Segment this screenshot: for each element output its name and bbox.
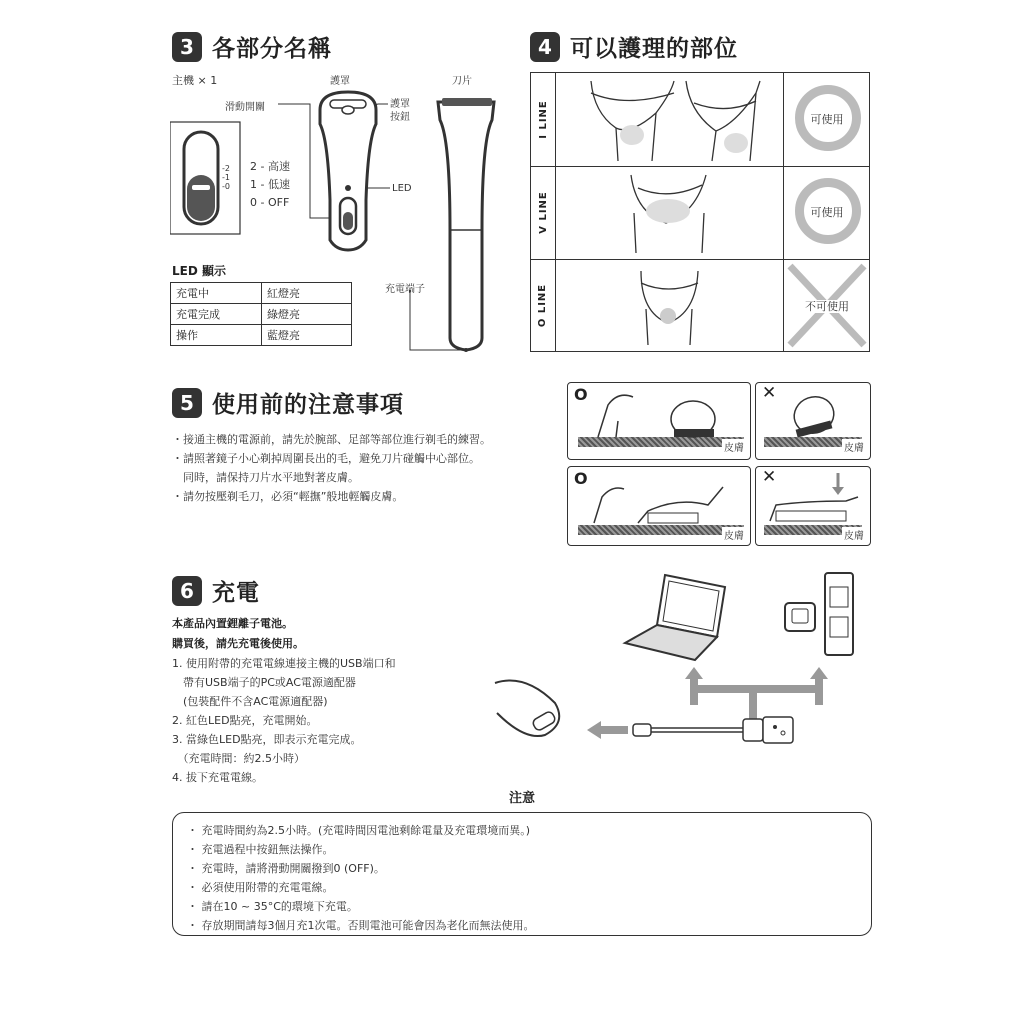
wall-outlet-icon (825, 573, 853, 655)
label-cover-button: 護罩 按鈕 (390, 99, 410, 123)
lead-line: 本產品內置鋰離子電池。 (172, 617, 293, 630)
row-label: V LINE (537, 191, 549, 234)
shaver-usb-port-icon (495, 681, 559, 737)
skin-label: 皮膚 (722, 439, 746, 454)
caution-item: ・ 請在10 ~ 35°C的環境下充電。 (187, 900, 358, 913)
section-title: 使用前的注意事項 (212, 392, 404, 418)
label-cover: 護罩 (330, 76, 350, 87)
table-cell: 操作 (171, 325, 262, 346)
ok-mark-icon: O (574, 469, 588, 488)
step-item: 1. 使用附帶的充電電線連接主機的USB端口和 (172, 657, 396, 670)
led-table (170, 282, 352, 346)
list-item: ・請照著鏡子小心剃掉周圍長出的毛，避免刀片碰觸中心部位。 (172, 452, 480, 465)
speed-item: 0 - OFF (250, 196, 290, 209)
ac-adapter-icon (785, 603, 815, 631)
lead-line: 購買後，請先充電後使用。 (172, 637, 304, 650)
shaver-pressing-illustration (766, 471, 866, 525)
section-title: 各部分名稱 (212, 36, 332, 62)
caution-title: 注意 (508, 791, 535, 806)
section-number: 4 (530, 32, 560, 62)
step-item: 4. 拔下充電電線。 (172, 771, 263, 784)
section-3-header (172, 30, 332, 63)
care-area-grid (530, 72, 870, 352)
shaver-on-skin-illustration (588, 391, 728, 439)
ok-mark-icon: O (574, 385, 588, 404)
section-4-header (530, 30, 738, 63)
status-text: 可使用 (810, 206, 844, 219)
row-label: O LINE (537, 283, 549, 327)
caution-item: ・ 充電過程中按鈕無法操作。 (187, 843, 334, 856)
row-label: I LINE (537, 100, 549, 139)
ng-mark-icon: ✕ (762, 467, 777, 487)
speed-item: 2 - 高速 (250, 160, 290, 173)
step-item: (包裝配件不含AC電源適配器) (172, 695, 328, 708)
shaver-tilted-illustration (784, 389, 844, 439)
step-item: （充電時間：約2.5小時） (172, 752, 305, 765)
shaver-flat-illustration (588, 477, 738, 527)
skin-label: 皮膚 (842, 439, 866, 454)
usage-panel-ok-2 (567, 466, 751, 546)
charge-steps (172, 654, 472, 787)
switch-marks: -2 -1 -0 (222, 164, 230, 191)
caution-box (172, 812, 872, 936)
section-number: 6 (172, 576, 202, 606)
list-item: ・請勿按壓剃毛刀，必須“輕撫”般地輕觸皮膚。 (172, 490, 404, 503)
caution-item: ・ 充電時，請將滑動開關撥到0 (OFF)。 (187, 862, 385, 875)
table-cell: 綠燈亮 (262, 304, 352, 325)
label-led: LED (392, 183, 412, 194)
list-item: ・接通主機的電源前，請先於腕部、足部等部位進行剃毛的練習。 (172, 433, 491, 446)
led-table-title: LED 顯示 (172, 264, 226, 278)
section-title: 充電 (212, 580, 260, 606)
body-area-illustrations (556, 73, 783, 351)
speed-item: 1 - 低速 (250, 178, 290, 191)
table-row (171, 283, 352, 304)
charge-lead (172, 614, 304, 654)
usb-cable-icon (633, 717, 793, 743)
step-item: 2. 紅色LED點亮，充電開始。 (172, 714, 318, 727)
section-5-header (172, 386, 404, 419)
step-item: 帶有USB端子的PC或AC電源適配器 (172, 676, 356, 689)
usage-panel-ng-1 (755, 382, 871, 460)
caution-item: ・ 必須使用附帶的充電電線。 (187, 881, 334, 894)
precaution-list (172, 430, 552, 506)
list-item: 同時，請保持刀片水平地對著皮膚。 (172, 471, 359, 484)
step-item: 3. 當綠色LED點亮，即表示充電完成。 (172, 733, 362, 746)
ng-mark-icon: ✕ (762, 383, 777, 403)
skin-label: 皮膚 (842, 527, 866, 542)
label-slide-switch: 滑動開關 (225, 102, 265, 113)
skin-label: 皮膚 (722, 527, 746, 542)
table-cell: 紅燈亮 (262, 283, 352, 304)
caution-item: ・ 存放期間請每3個月充1次電。否則電池可能會因為老化而無法使用。 (187, 919, 535, 932)
laptop-icon (625, 575, 725, 660)
section-6-header (172, 574, 260, 607)
main-unit-count: 主機 × 1 (172, 74, 218, 87)
speed-list (250, 158, 290, 212)
label-blade: 刀片 (452, 76, 472, 87)
table-row (171, 325, 352, 346)
caution-item: ・ 充電時間約為2.5小時。(充電時間因電池剩餘電量及充電環境而異。) (187, 824, 531, 837)
label-charge-port: 充電端子 (385, 284, 425, 295)
status-text: 可使用 (810, 113, 844, 126)
section-number: 3 (172, 32, 202, 62)
charging-diagram (485, 565, 865, 760)
table-row (171, 304, 352, 325)
usage-panel-ok-1 (567, 382, 751, 460)
table-cell: 充電中 (171, 283, 262, 304)
section-title: 可以護理的部位 (570, 36, 738, 62)
status-text: 不可使用 (805, 300, 849, 313)
section-number: 5 (172, 388, 202, 418)
usage-panel-ng-2 (755, 466, 871, 546)
table-cell: 藍燈亮 (262, 325, 352, 346)
table-cell: 充電完成 (171, 304, 262, 325)
